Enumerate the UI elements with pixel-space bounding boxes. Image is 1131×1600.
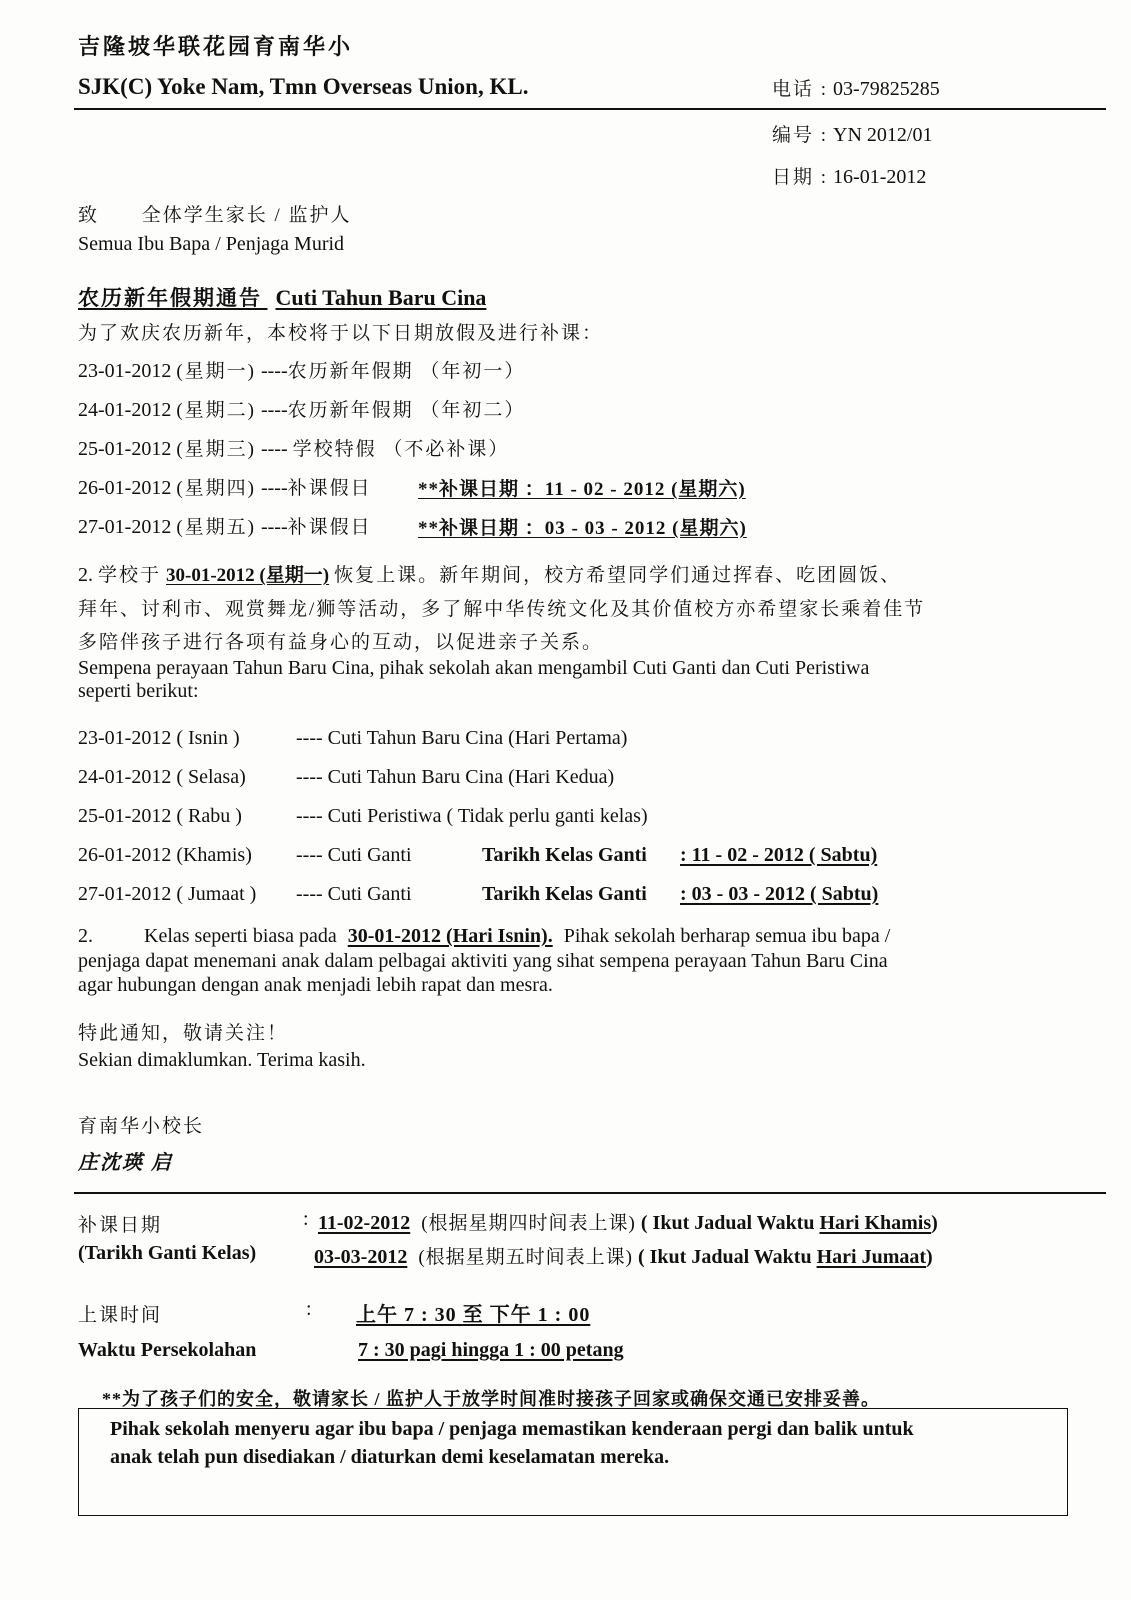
zh-p2-date: 30-01-2012 (星期一) xyxy=(166,565,330,586)
ms-p2-pre: Kelas seperti biasa pada xyxy=(144,925,337,947)
zh-row-desc: 学校特假 （不必补课） xyxy=(292,439,510,460)
zh-row-day: (星期五) xyxy=(176,517,256,538)
phone-line xyxy=(772,74,940,101)
signer-name: 庄沈瑛 启 xyxy=(78,1152,173,1174)
ref-line xyxy=(772,120,932,147)
ms-row-desc: ---- Cuti Tahun Baru Cina (Hari Kedua) xyxy=(296,766,615,788)
ms-row-date: 24-01-2012 ( Selasa) xyxy=(78,766,246,788)
zh-row-dash: ---- xyxy=(260,477,288,499)
date-line xyxy=(772,162,926,189)
zh-intro: 为了欢庆农历新年，本校将于以下日期放假及进行补课： xyxy=(78,323,604,344)
zh-row-day: (星期三) xyxy=(176,439,256,460)
makeup-colon: : xyxy=(303,1208,309,1230)
ms-intro-line1: Sempena perayaan Tahun Baru Cina, pihak sekolah akan mengambil Cuti Ganti dan Cuti Peristiwa xyxy=(78,657,870,679)
ms-intro-line2: seperti berikut: xyxy=(78,680,199,702)
zh-row xyxy=(78,512,372,539)
ms-row-desc: ---- Cuti Ganti xyxy=(296,883,412,905)
makeup-row-2 xyxy=(314,1242,933,1269)
makeup-label-ms: (Tarikh Ganti Kelas) xyxy=(78,1242,257,1264)
zh-row xyxy=(78,356,525,383)
zh-row-date: 27-01-2012 xyxy=(78,516,172,538)
safety-notice-zh: **为了孩子们的安全，敬请家长 / 监护人于放学时间准时接孩子回家或确保交通已安排妥善。 xyxy=(102,1389,880,1409)
ms-paragraph-2 xyxy=(144,925,890,948)
recipient-zh-line xyxy=(78,200,352,227)
ms-row-date: 26-01-2012 (Khamis) xyxy=(78,844,252,866)
zh-row xyxy=(78,473,372,500)
time-colon: : xyxy=(306,1298,312,1320)
ms-row-makeup-label: Tarikh Kelas Ganti xyxy=(482,883,647,905)
title-ms: Cuti Tahun Baru Cina xyxy=(275,285,487,310)
makeup-label-zh: 补课日期 xyxy=(78,1215,163,1236)
time-label-ms: Waktu Persekolahan xyxy=(78,1339,257,1361)
zh-p2-number: 2. xyxy=(78,564,93,586)
time-zh: 上午 7 : 30 至 下午 1 : 00 xyxy=(356,1304,591,1326)
makeup-1-note-zh: (根据星期四时间表上课) xyxy=(421,1213,636,1234)
phone-label: 电话 : xyxy=(772,79,829,100)
zh-row-date: 23-01-2012 xyxy=(78,360,172,382)
zh-row-day: (星期四) xyxy=(176,478,256,499)
title-zh: 农历新年假期通告 xyxy=(78,286,262,310)
zh-makeup-date: **补课日期 ：11 - 02 - 2012 (星期六) xyxy=(418,479,746,500)
makeup-2-day: Hari Jumaat xyxy=(816,1246,927,1268)
zh-row-day: (星期一) xyxy=(176,361,256,382)
footer-divider xyxy=(74,1192,1106,1194)
ms-p2-number: 2. xyxy=(78,925,93,947)
makeup-1-close: ) xyxy=(931,1212,938,1234)
ms-row-desc: ---- Cuti Tahun Baru Cina (Hari Pertama) xyxy=(296,727,628,749)
ms-row-desc: ---- Cuti Ganti xyxy=(296,844,412,866)
closing-ms: Sekian dimaklumkan. Terima kasih. xyxy=(78,1049,366,1071)
to-label: 致 xyxy=(78,205,100,226)
zh-row-desc: 补课假日 xyxy=(287,517,372,538)
zh-row-date: 25-01-2012 xyxy=(78,438,172,460)
ms-p2-line3: agar hubungan dengan anak menjadi lebih rapat dan mesra. xyxy=(78,974,553,996)
ms-p2-line2: penjaga dapat menemani anak dalam pelbagai aktiviti yang sihat sempena perayaan Tahun Baru Cina xyxy=(78,950,888,972)
makeup-2-close: ) xyxy=(926,1246,933,1268)
ms-p2-post: Pihak sekolah berharap semua ibu bapa / xyxy=(563,925,891,947)
makeup-1-day: Hari Khamis xyxy=(819,1212,932,1234)
safety-notice-ms-line2: anak telah pun disediakan / diaturkan demi keselamatan mereka. xyxy=(110,1446,670,1468)
zh-row-dash: ---- xyxy=(260,360,288,382)
date-value: 16-01-2012 xyxy=(833,166,927,188)
zh-paragraph-2 xyxy=(78,560,901,587)
zh-row xyxy=(78,434,509,461)
zh-row-desc: 农历新年假期 （年初二） xyxy=(287,400,526,421)
date-label: 日期 : xyxy=(772,167,829,188)
zh-p2-pre: 学校于 xyxy=(98,565,162,586)
zh-makeup-date: **补课日期 ：03 - 03 - 2012 (星期六) xyxy=(418,518,747,539)
ms-row-date: 23-01-2012 ( Isnin ) xyxy=(78,727,240,749)
time-label-zh: 上课时间 xyxy=(78,1305,163,1326)
zh-row-day: (星期二) xyxy=(176,400,256,421)
ref-value: YN 2012/01 xyxy=(833,124,933,146)
ref-label: 编号 : xyxy=(772,125,829,146)
zh-row-date: 24-01-2012 xyxy=(78,399,172,421)
ms-row-makeup-value: : 03 - 03 - 2012 ( Sabtu) xyxy=(680,883,879,905)
zh-p2-post: 恢复上课。新年期间，校方希望同学们通过挥春、吃团圆饭、 xyxy=(334,565,902,586)
recipient-ms: Semua Ibu Bapa / Penjaga Murid xyxy=(78,233,345,255)
header-divider xyxy=(74,108,1106,110)
makeup-2-date: 03-03-2012 xyxy=(314,1246,408,1268)
zh-row-desc: 补课假日 xyxy=(287,478,372,499)
phone-value: 03-79825285 xyxy=(833,78,940,100)
makeup-2-note-ms: ( Ikut Jadual Waktu xyxy=(637,1246,812,1268)
ms-row-makeup-value: : 11 - 02 - 2012 ( Sabtu) xyxy=(680,844,878,866)
closing-zh: 特此通知，敬请关注！ xyxy=(78,1023,289,1044)
zh-row-date: 26-01-2012 xyxy=(78,477,172,499)
zh-row-dash: ---- xyxy=(260,516,288,538)
time-ms: 7 : 30 pagi hingga 1 : 00 petang xyxy=(358,1339,624,1361)
school-name-en: SJK(C) Yoke Nam, Tmn Overseas Union, KL. xyxy=(78,74,529,99)
safety-notice-ms-line1: Pihak sekolah menyeru agar ibu bapa / penjaga memastikan kenderaan pergi dan balik untuk xyxy=(110,1418,914,1440)
school-name-zh: 吉隆坡华联花园育南华小 xyxy=(78,34,354,59)
ms-row-date: 25-01-2012 ( Rabu ) xyxy=(78,805,242,827)
ms-row-makeup-label: Tarikh Kelas Ganti xyxy=(482,844,647,866)
ms-p2-date: 30-01-2012 (Hari Isnin). xyxy=(347,925,553,947)
zh-row-desc: 农历新年假期 （年初一） xyxy=(287,361,526,382)
signer-title: 育南华小校长 xyxy=(78,1116,205,1137)
recipient-zh: 全体学生家长 / 监护人 xyxy=(141,205,352,226)
ms-row-desc: ---- Cuti Peristiwa ( Tidak perlu ganti kelas) xyxy=(296,805,648,827)
makeup-1-note-ms: ( Ikut Jadual Waktu xyxy=(640,1212,815,1234)
zh-row xyxy=(78,395,525,422)
zh-row-dash: ---- xyxy=(260,438,288,460)
zh-row-dash: ---- xyxy=(260,399,288,421)
notice-title xyxy=(78,282,486,312)
zh-p2-line3: 多陪伴孩子进行各项有益身心的互动，以促进亲子关系。 xyxy=(78,632,604,653)
makeup-row-1 xyxy=(318,1208,938,1235)
makeup-2-note-zh: (根据星期五时间表上课) xyxy=(418,1247,633,1268)
makeup-1-date: 11-02-2012 xyxy=(318,1212,411,1234)
zh-p2-line2: 拜年、讨利市、观赏舞龙/狮等活动，多了解中华传统文化及其价值校方亦希望家长乘着佳节 xyxy=(78,599,926,620)
ms-row-date: 27-01-2012 ( Jumaat ) xyxy=(78,883,257,905)
